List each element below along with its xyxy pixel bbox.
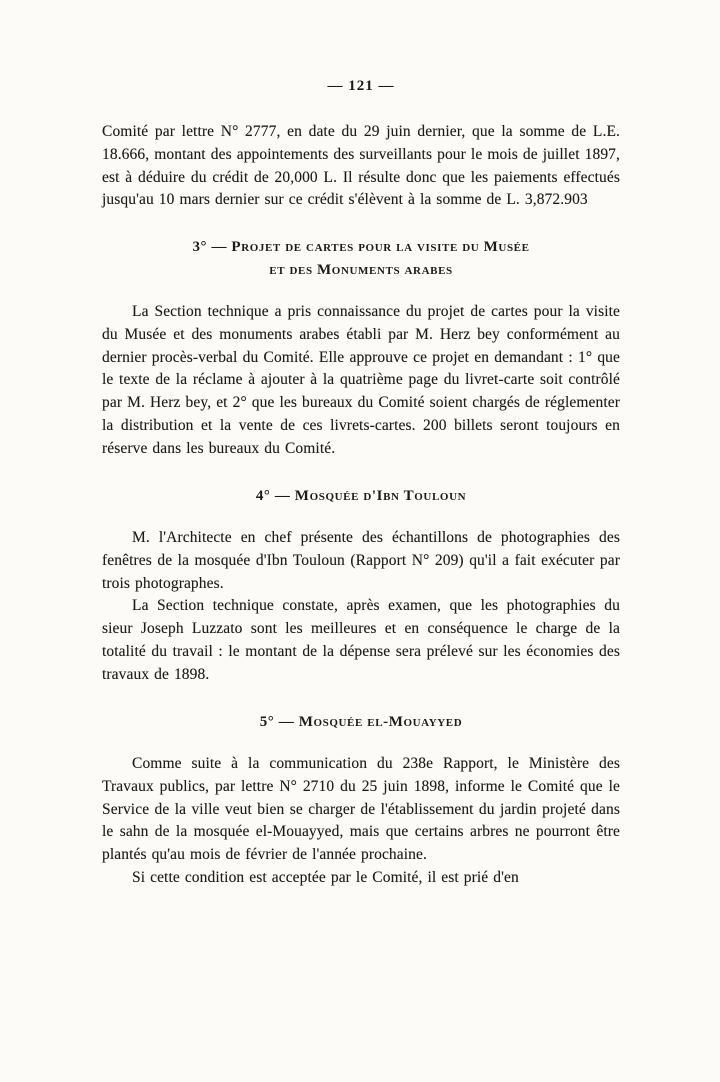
section-heading xyxy=(102,711,620,734)
page-number: — 121 — xyxy=(327,78,395,94)
section-heading-line: et des Monuments arabes xyxy=(269,261,453,278)
section-heading-line: 3° — Projet de cartes pour la visite du Musée xyxy=(192,239,530,256)
paragraph: M. l'Architecte en chef présente des échantillons de photographies des fenêtres de la mosquée d'Ibn Touloun (Rapport N° 209) qu'il a fait exécuter par trois photographes. xyxy=(102,529,620,592)
paragraph: Comme suite à la communication du 238e Rapport, le Ministère des Travaux publics, par lettre N° 2710 du 25 juin 1898, informe le Comité que le Service de la ville veut bien se charger de l'établissement du jardin projeté dans le sahn de la mosquée el-Mouayyed, mais que certains arbres ne pourront être plantés qu'au mois de février de l'année prochaine. xyxy=(102,755,620,864)
section-heading xyxy=(102,236,620,281)
section-heading xyxy=(102,485,620,508)
paragraph: La Section technique a pris connaissance du projet de cartes pour la visite du Musée et des monuments arabes établi par M. Herz bey conformément au dernier procès-verbal du Comité. Elle approuve ce projet en demandant : 1° que le texte de la réclame à ajouter à la quatrième page du livret-carte soit contrôlé par M. Herz bey, et 2° que les bureaux du Comité soient chargés de réglementer la distribution et la vente de ces livrets-cartes. 200 billets seront toujours en réserve dans les bureaux du Comité. xyxy=(102,303,620,457)
paragraph-continuation: Comité par lettre N° 2777, en date du 29 juin dernier, que la somme de L.E. 18.666, montant des appointements des surveillants pour le mois de juillet 1897, est à déduire du crédit de 20,000 L. Il résulte donc que les paiements effectués jusqu'au 10 mars dernier sur ce crédit s'élèvent à la somme de L. 3,872.903 xyxy=(102,123,620,209)
paragraph: Si cette condition est acceptée par le Comité, il est prié d'en xyxy=(132,868,519,886)
section-mosquee-el-mouayyed xyxy=(102,711,620,890)
section-mosquee-ibn-touloun xyxy=(102,485,620,687)
paragraph: La Section technique constate, après examen, que les photographies du sieur Joseph Luzzato sont les meilleures et en conséquence le charge de la totalité du travail : le montant de la dépense sera prélevé sur les économies des travaux de 1898. xyxy=(102,597,620,683)
section-heading-line: 4° — Mosquée d'Ibn Touloun xyxy=(255,487,467,504)
section-projet-de-cartes xyxy=(102,236,620,460)
section-heading-line: 5° — Mosquée el-Mouayyed xyxy=(259,713,463,730)
